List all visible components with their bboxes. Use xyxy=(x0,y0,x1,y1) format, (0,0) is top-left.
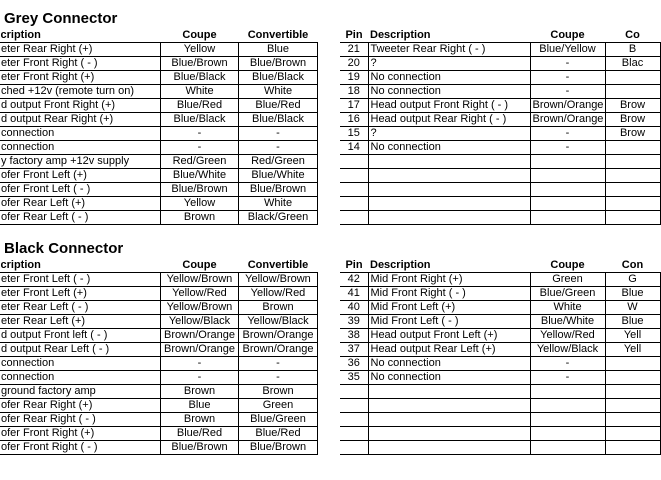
coupe-color-cell: - xyxy=(161,371,239,385)
coupe-color-cell: Blue/Yellow xyxy=(530,43,605,57)
coupe-color-cell: Blue/Red xyxy=(161,427,239,441)
convertible-color-cell: Red/Green xyxy=(239,155,318,169)
coupe-color-cell: Blue xyxy=(161,399,239,413)
pin-number-cell: 19 xyxy=(340,71,368,85)
table-row xyxy=(0,141,318,155)
coupe-color-cell: Blue/Brown xyxy=(161,57,239,71)
description-cell xyxy=(368,427,530,441)
header-description: cription xyxy=(0,258,41,271)
description-cell xyxy=(368,183,530,197)
black-connector-title: Black Connector xyxy=(4,240,124,257)
convertible-color-cell xyxy=(605,357,660,371)
convertible-color-cell: - xyxy=(239,357,318,371)
coupe-color-cell: - xyxy=(530,141,605,155)
description-cell: ofer Front Left (+) xyxy=(0,169,161,183)
table-row xyxy=(0,343,318,357)
convertible-color-cell xyxy=(605,427,660,441)
table-row xyxy=(0,57,318,71)
convertible-color-cell: Brown/Orange xyxy=(239,343,318,357)
description-cell: ? xyxy=(368,127,530,141)
table-row xyxy=(340,141,660,155)
description-cell: connection xyxy=(0,141,161,155)
table-row xyxy=(0,329,318,343)
table-row xyxy=(0,99,318,113)
convertible-color-cell: W xyxy=(605,301,660,315)
convertible-color-cell: Blue/Brown xyxy=(239,441,318,455)
description-cell: No connection xyxy=(368,371,530,385)
coupe-color-cell: Yellow/Black xyxy=(161,315,239,329)
convertible-color-cell: Yellow/Black xyxy=(239,315,318,329)
pin-number-cell xyxy=(340,155,368,169)
coupe-color-cell: Blue/Brown xyxy=(161,441,239,455)
convertible-color-cell xyxy=(605,399,660,413)
table-row xyxy=(340,43,660,57)
convertible-color-cell xyxy=(605,183,660,197)
table-row xyxy=(340,301,660,315)
description-cell: eter Front Left ( - ) xyxy=(0,273,161,287)
pin-number-cell: 42 xyxy=(340,273,368,287)
description-cell xyxy=(368,413,530,427)
header-coupe: Coupe xyxy=(182,258,217,271)
convertible-color-cell: White xyxy=(239,197,318,211)
description-cell: Head output Front Left (+) xyxy=(368,329,530,343)
description-cell: connection xyxy=(0,371,161,385)
convertible-color-cell: Blue/Green xyxy=(239,413,318,427)
description-cell: Mid Front Right ( - ) xyxy=(368,287,530,301)
header-pin: Pin xyxy=(345,28,363,41)
coupe-color-cell: - xyxy=(530,71,605,85)
coupe-color-cell: Blue/Green xyxy=(530,287,605,301)
table-row xyxy=(340,371,660,385)
table-row xyxy=(340,169,660,183)
pin-number-cell: 41 xyxy=(340,287,368,301)
convertible-color-cell: - xyxy=(239,371,318,385)
convertible-color-cell xyxy=(605,71,660,85)
table-header-row xyxy=(0,258,318,273)
description-cell: Mid Front Left ( - ) xyxy=(368,315,530,329)
table-row xyxy=(0,441,318,455)
convertible-color-cell: Blue xyxy=(239,43,318,57)
description-cell: No connection xyxy=(368,71,530,85)
table-header-row xyxy=(340,258,660,273)
table-row xyxy=(340,441,660,455)
description-cell: eter Front Right ( - ) xyxy=(0,57,161,71)
coupe-color-cell: White xyxy=(161,85,239,99)
table-row xyxy=(340,71,660,85)
description-cell: ofer Rear Left ( - ) xyxy=(0,211,161,225)
coupe-color-cell: Blue/White xyxy=(161,169,239,183)
convertible-color-cell: Blue xyxy=(605,315,660,329)
description-cell: d output Rear Right (+) xyxy=(0,113,161,127)
table-row xyxy=(0,287,318,301)
description-cell: Head output Rear Right ( - ) xyxy=(368,113,530,127)
table-row xyxy=(340,127,660,141)
pin-number-cell: 40 xyxy=(340,301,368,315)
coupe-color-cell: Yellow/Black xyxy=(530,343,605,357)
pin-number-cell xyxy=(340,183,368,197)
pin-number-cell xyxy=(340,441,368,455)
pin-number-cell: 17 xyxy=(340,99,368,113)
description-cell: ofer Rear Right ( - ) xyxy=(0,413,161,427)
table-row xyxy=(0,399,318,413)
description-cell: ofer Front Left ( - ) xyxy=(0,183,161,197)
coupe-color-cell: Yellow/Red xyxy=(530,329,605,343)
coupe-color-cell xyxy=(530,427,605,441)
pin-number-cell xyxy=(340,399,368,413)
convertible-color-cell: Black/Green xyxy=(239,211,318,225)
table-row xyxy=(340,343,660,357)
description-cell: ? xyxy=(368,57,530,71)
convertible-color-cell: Blac xyxy=(605,57,660,71)
coupe-color-cell: Blue/White xyxy=(530,315,605,329)
description-cell: ofer Front Right (+) xyxy=(0,427,161,441)
description-cell: y factory amp +12v supply xyxy=(0,155,161,169)
convertible-color-cell xyxy=(605,413,660,427)
description-cell: Mid Front Right (+) xyxy=(368,273,530,287)
table-row xyxy=(0,71,318,85)
convertible-color-cell xyxy=(605,169,660,183)
convertible-color-cell: B xyxy=(605,43,660,57)
description-cell: ofer Rear Left (+) xyxy=(0,197,161,211)
coupe-color-cell: Red/Green xyxy=(161,155,239,169)
pin-number-cell: 39 xyxy=(340,315,368,329)
table-row xyxy=(340,357,660,371)
convertible-color-cell xyxy=(605,85,660,99)
table-row xyxy=(340,57,660,71)
coupe-color-cell xyxy=(530,441,605,455)
coupe-color-cell: Brown xyxy=(161,413,239,427)
description-cell: ofer Front Right ( - ) xyxy=(0,441,161,455)
table-row xyxy=(0,385,318,399)
convertible-color-cell: Yell xyxy=(605,343,660,357)
coupe-color-cell: - xyxy=(161,357,239,371)
pin-number-cell xyxy=(340,413,368,427)
description-cell: ofer Rear Right (+) xyxy=(0,399,161,413)
description-cell: No connection xyxy=(368,85,530,99)
convertible-color-cell xyxy=(605,211,660,225)
convertible-color-cell: Brown/Orange xyxy=(239,329,318,343)
description-cell xyxy=(368,399,530,413)
pin-number-cell xyxy=(340,197,368,211)
table-row xyxy=(0,155,318,169)
description-cell: No connection xyxy=(368,357,530,371)
coupe-color-cell: Brown xyxy=(161,385,239,399)
description-cell xyxy=(368,169,530,183)
header-coupe: Coupe xyxy=(182,28,217,41)
description-cell: d output Front Right (+) xyxy=(0,99,161,113)
coupe-color-cell xyxy=(530,399,605,413)
convertible-color-cell xyxy=(605,155,660,169)
pin-number-cell xyxy=(340,385,368,399)
convertible-color-cell: Brown xyxy=(239,301,318,315)
pin-number-cell: 36 xyxy=(340,357,368,371)
table-row xyxy=(0,127,318,141)
description-cell: eter Rear Left ( - ) xyxy=(0,301,161,315)
header-convertible: Co xyxy=(625,28,640,41)
convertible-color-cell: Blue/Red xyxy=(239,427,318,441)
coupe-color-cell: - xyxy=(530,85,605,99)
coupe-color-cell: Blue/Black xyxy=(161,71,239,85)
coupe-color-cell: White xyxy=(530,301,605,315)
pin-number-cell: 20 xyxy=(340,57,368,71)
description-cell xyxy=(368,197,530,211)
description-cell xyxy=(368,441,530,455)
table-row xyxy=(340,197,660,211)
coupe-color-cell xyxy=(530,385,605,399)
table-row xyxy=(340,427,660,441)
pin-number-cell xyxy=(340,211,368,225)
table-row xyxy=(340,85,660,99)
pin-number-cell: 35 xyxy=(340,371,368,385)
coupe-color-cell: Brown/Orange xyxy=(530,99,605,113)
header-pin: Pin xyxy=(345,258,363,271)
header-coupe: Coupe xyxy=(550,28,585,41)
convertible-color-cell: Brow xyxy=(605,113,660,127)
coupe-color-cell xyxy=(530,197,605,211)
description-cell: Head output Rear Left (+) xyxy=(368,343,530,357)
table-row xyxy=(340,183,660,197)
coupe-color-cell: Yellow/Brown xyxy=(161,301,239,315)
table-row xyxy=(340,315,660,329)
table-row xyxy=(0,211,318,225)
header-coupe: Coupe xyxy=(550,258,585,271)
table-row xyxy=(0,357,318,371)
grey-connector-title: Grey Connector xyxy=(4,10,118,27)
coupe-color-cell: Blue/Red xyxy=(161,99,239,113)
description-cell: eter Rear Right (+) xyxy=(0,43,161,57)
black-left-table xyxy=(0,258,318,455)
coupe-color-cell: - xyxy=(161,141,239,155)
coupe-color-cell: Brown xyxy=(161,211,239,225)
pin-number-cell: 14 xyxy=(340,141,368,155)
coupe-color-cell: Brown/Orange xyxy=(161,343,239,357)
convertible-color-cell: Brow xyxy=(605,99,660,113)
convertible-color-cell xyxy=(605,371,660,385)
pin-number-cell xyxy=(340,427,368,441)
description-cell: eter Rear Left (+) xyxy=(0,315,161,329)
convertible-color-cell: Blue xyxy=(605,287,660,301)
convertible-color-cell xyxy=(605,197,660,211)
description-cell: Tweeter Rear Right ( - ) xyxy=(368,43,530,57)
table-row xyxy=(0,301,318,315)
table-row xyxy=(340,413,660,427)
pin-number-cell: 37 xyxy=(340,343,368,357)
pin-number-cell: 16 xyxy=(340,113,368,127)
description-cell: Head output Front Right ( - ) xyxy=(368,99,530,113)
table-row xyxy=(340,211,660,225)
description-cell xyxy=(368,385,530,399)
header-description: Description xyxy=(370,28,431,41)
convertible-color-cell: Blue/Brown xyxy=(239,57,318,71)
description-cell: eter Front Right (+) xyxy=(0,71,161,85)
convertible-color-cell: Green xyxy=(239,399,318,413)
table-header-row xyxy=(0,28,318,43)
description-cell: connection xyxy=(0,127,161,141)
convertible-color-cell: Blue/Black xyxy=(239,71,318,85)
coupe-color-cell: - xyxy=(530,357,605,371)
coupe-color-cell xyxy=(530,183,605,197)
convertible-color-cell: G xyxy=(605,273,660,287)
coupe-color-cell: Blue/Black xyxy=(161,113,239,127)
description-cell: ched +12v (remote turn on) xyxy=(0,85,161,99)
convertible-color-cell: Yellow/Red xyxy=(239,287,318,301)
table-row xyxy=(0,85,318,99)
convertible-color-cell: White xyxy=(239,85,318,99)
convertible-color-cell: Blue/Brown xyxy=(239,183,318,197)
table-row xyxy=(0,183,318,197)
table-row xyxy=(0,413,318,427)
table-row xyxy=(0,427,318,441)
table-row xyxy=(340,155,660,169)
table-row xyxy=(0,169,318,183)
description-cell: connection xyxy=(0,357,161,371)
table-row xyxy=(0,43,318,57)
coupe-color-cell xyxy=(530,155,605,169)
table-row xyxy=(340,273,660,287)
convertible-color-cell: Blue/White xyxy=(239,169,318,183)
pin-number-cell: 15 xyxy=(340,127,368,141)
coupe-color-cell: Green xyxy=(530,273,605,287)
table-header-row xyxy=(340,28,660,43)
coupe-color-cell: Brown/Orange xyxy=(530,113,605,127)
coupe-color-cell: - xyxy=(161,127,239,141)
header-convertible: Convertible xyxy=(247,258,309,271)
grey-left-table xyxy=(0,28,318,225)
header-convertible: Con xyxy=(621,258,644,271)
description-cell: ground factory amp xyxy=(0,385,161,399)
description-cell: d output Rear Left ( - ) xyxy=(0,343,161,357)
coupe-color-cell: - xyxy=(530,57,605,71)
header-description: cription xyxy=(0,28,41,41)
coupe-color-cell: Yellow xyxy=(161,43,239,57)
coupe-color-cell: - xyxy=(530,127,605,141)
description-cell: Mid Front Left (+) xyxy=(368,301,530,315)
pin-number-cell xyxy=(340,169,368,183)
table-row xyxy=(340,385,660,399)
description-cell: d output Front left ( - ) xyxy=(0,329,161,343)
convertible-color-cell: Brown xyxy=(239,385,318,399)
table-row xyxy=(340,287,660,301)
coupe-color-cell: Yellow xyxy=(161,197,239,211)
table-row xyxy=(340,329,660,343)
description-cell xyxy=(368,155,530,169)
coupe-color-cell: Blue/Brown xyxy=(161,183,239,197)
coupe-color-cell xyxy=(530,413,605,427)
header-description: Description xyxy=(370,258,431,271)
convertible-color-cell: Yellow/Brown xyxy=(239,273,318,287)
pin-number-cell: 21 xyxy=(340,43,368,57)
convertible-color-cell xyxy=(605,441,660,455)
convertible-color-cell: Blue/Black xyxy=(239,113,318,127)
convertible-color-cell: Blue/Red xyxy=(239,99,318,113)
convertible-color-cell: - xyxy=(239,141,318,155)
convertible-color-cell: Yell xyxy=(605,329,660,343)
description-cell: No connection xyxy=(368,141,530,155)
header-convertible: Convertible xyxy=(247,28,309,41)
black-right-table xyxy=(340,258,661,455)
coupe-color-cell xyxy=(530,169,605,183)
pin-number-cell: 18 xyxy=(340,85,368,99)
table-row xyxy=(0,315,318,329)
table-row xyxy=(340,399,660,413)
coupe-color-cell: Yellow/Red xyxy=(161,287,239,301)
coupe-color-cell xyxy=(530,211,605,225)
table-row xyxy=(0,273,318,287)
pin-number-cell: 38 xyxy=(340,329,368,343)
coupe-color-cell: Brown/Orange xyxy=(161,329,239,343)
coupe-color-cell: Yellow/Brown xyxy=(161,273,239,287)
convertible-color-cell xyxy=(605,385,660,399)
convertible-color-cell: - xyxy=(239,127,318,141)
table-row xyxy=(340,113,660,127)
convertible-color-cell: Brow xyxy=(605,127,660,141)
description-cell: eter Front Left (+) xyxy=(0,287,161,301)
table-row xyxy=(0,113,318,127)
table-row xyxy=(0,371,318,385)
convertible-color-cell xyxy=(605,141,660,155)
description-cell xyxy=(368,211,530,225)
grey-right-table xyxy=(340,28,661,225)
table-row xyxy=(340,99,660,113)
table-row xyxy=(0,197,318,211)
coupe-color-cell: - xyxy=(530,371,605,385)
